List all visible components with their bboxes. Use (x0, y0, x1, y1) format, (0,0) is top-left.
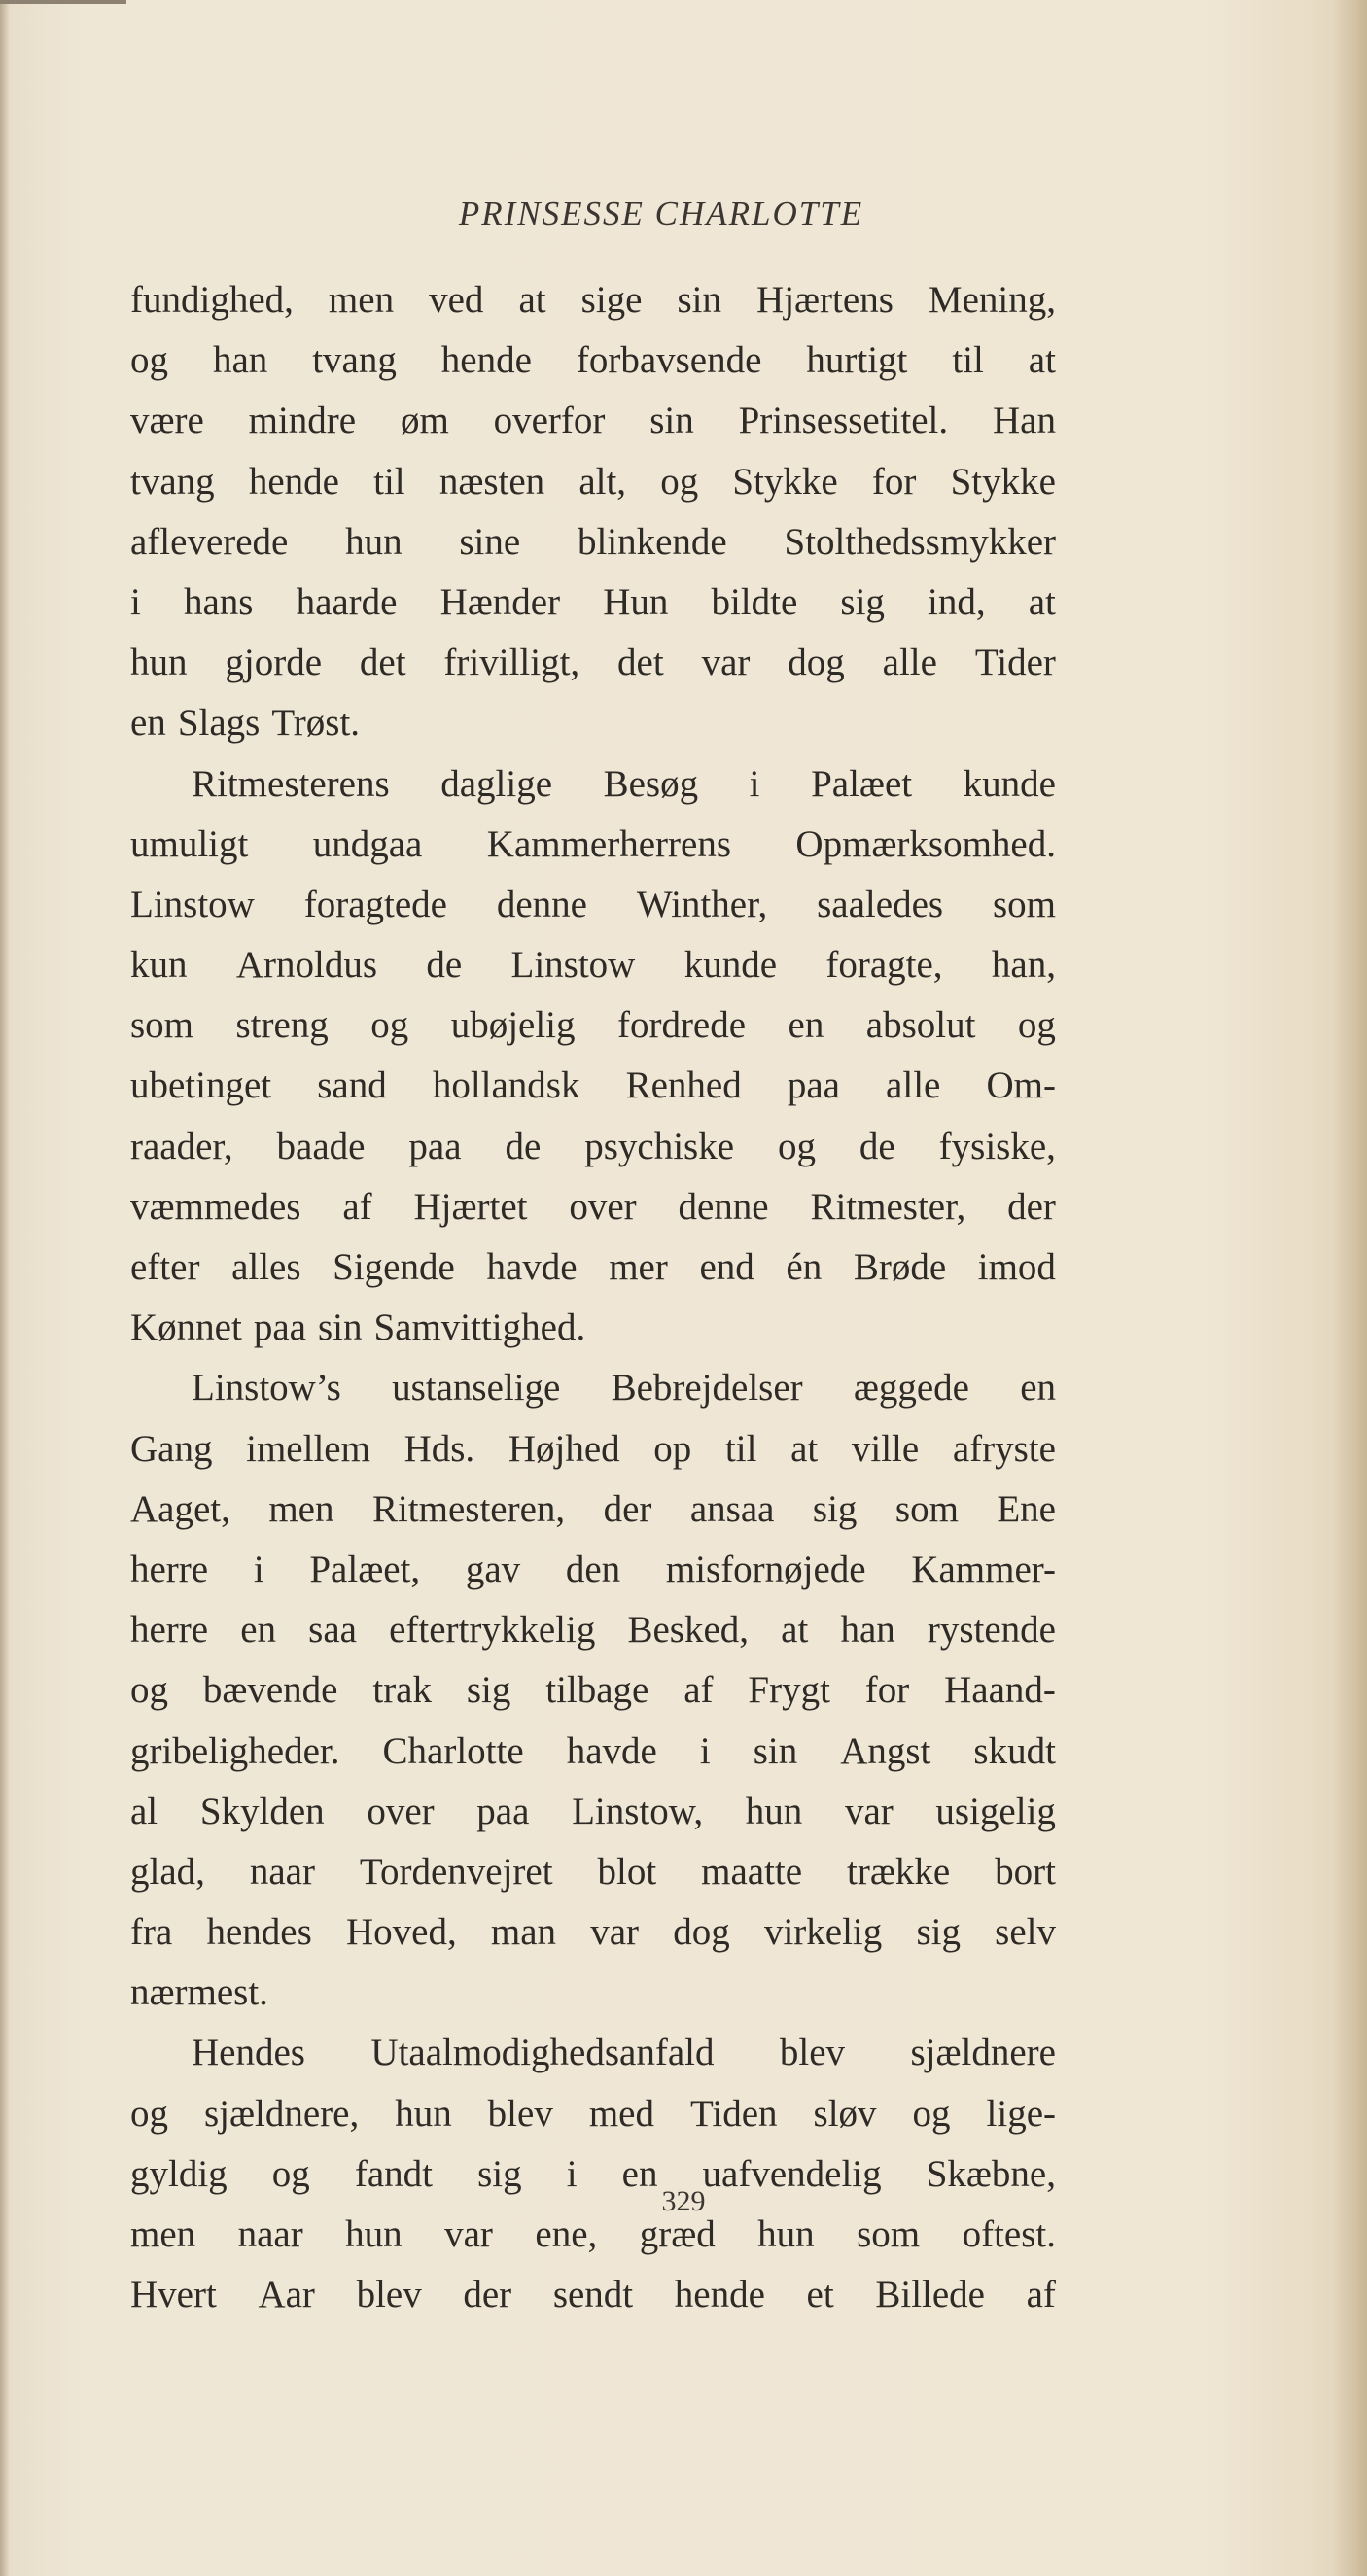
text-line: væmmedes af Hjærtet over denne Ritmester, der (130, 1185, 1056, 1228)
text-line: som streng og ubøjelig fordrede en absolut og (130, 1004, 1056, 1047)
text-line: hun gjorde det frivilligt, det var dog alle Tider (130, 642, 1056, 684)
body-text (130, 270, 1056, 2325)
text-line: fundighed, men ved at sige sin Hjærtens Mening, (130, 279, 1056, 321)
text-line: nærmest. (130, 1971, 268, 2014)
text-line: raader, baade paa de psychiske og de fysiske, (130, 1125, 1056, 1167)
text-line: umuligt undgaa Kammerherrens Opmærksomhed. (130, 822, 1056, 865)
text-line: gribeligheder. Charlotte havde i sin Angst skudt (130, 1729, 1056, 1772)
text-line: og bævende trak sig tilbage af Frygt for Haand- (130, 1669, 1056, 1712)
text-line: i hans haarde Hænder Hun bildte sig ind, at (130, 580, 1056, 623)
text-line: Linstow foragtede denne Winther, saaledes som (130, 883, 1056, 925)
text-line: glad, naar Tordenvejret blot maatte trække bort (130, 1850, 1056, 1893)
text-line: Hvert Aar blev der sendt hende et Billede af (130, 2274, 1056, 2316)
text-line: Gang imellem Hds. Højhed op til at ville afryste (130, 1427, 1056, 1470)
page-number: 329 (661, 2185, 706, 2217)
text-line: være mindre øm overfor sin Prinsessetitel. Han (130, 400, 1056, 442)
text-line: herre i Palæet, gav den misfornøjede Kammer- (130, 1548, 1056, 1590)
text-line: Hendes Utaalmodighedsanfald blev sjældnere (192, 2032, 1056, 2074)
text-line: al Skylden over paa Linstow, hun var usigelig (130, 1790, 1056, 1832)
text-line: fra hendes Hoved, man var dog virkelig sig selv (130, 1911, 1056, 1954)
text-line: Ritmesterens daglige Besøg i Palæet kunde (192, 762, 1056, 805)
text-line: kun Arnoldus de Linstow kunde foragte, han, (130, 944, 1056, 987)
text-line: men naar hun var ene, græd hun som oftest. (130, 2213, 1056, 2255)
text-line: tvang hende til næsten alt, og Stykke for Stykke (130, 460, 1056, 503)
scan-corner-mark (0, 0, 126, 4)
running-header: PRINSESSE CHARLOTTE (458, 194, 864, 232)
text-line: og sjældnere, hun blev med Tiden sløv og lige- (130, 2092, 1056, 2135)
text-line: Kønnet paa sin Samvittighed. (130, 1306, 586, 1349)
text-line: og han tvang hende forbavsende hurtigt til at (130, 339, 1056, 382)
text-line: gyldig og fandt sig i en uafvendelig Skæbne, (130, 2152, 1056, 2195)
text-line: ubetinget sand hollandsk Renhed paa alle Om- (130, 1064, 1056, 1107)
text-line: en Slags Trøst. (130, 702, 361, 745)
text-line: Linstow’s ustanselige Bebrejdelser æggede en (192, 1367, 1056, 1410)
text-line: herre en saa eftertrykkelig Besked, at han rystende (130, 1609, 1056, 1652)
text-line: afleverede hun sine blinkende Stolthedssmykker (130, 520, 1056, 563)
text-line: Aaget, men Ritmesteren, der ansaa sig som Ene (130, 1487, 1056, 1530)
text-line: efter alles Sigende havde mer end én Brøde imod (130, 1246, 1056, 1288)
